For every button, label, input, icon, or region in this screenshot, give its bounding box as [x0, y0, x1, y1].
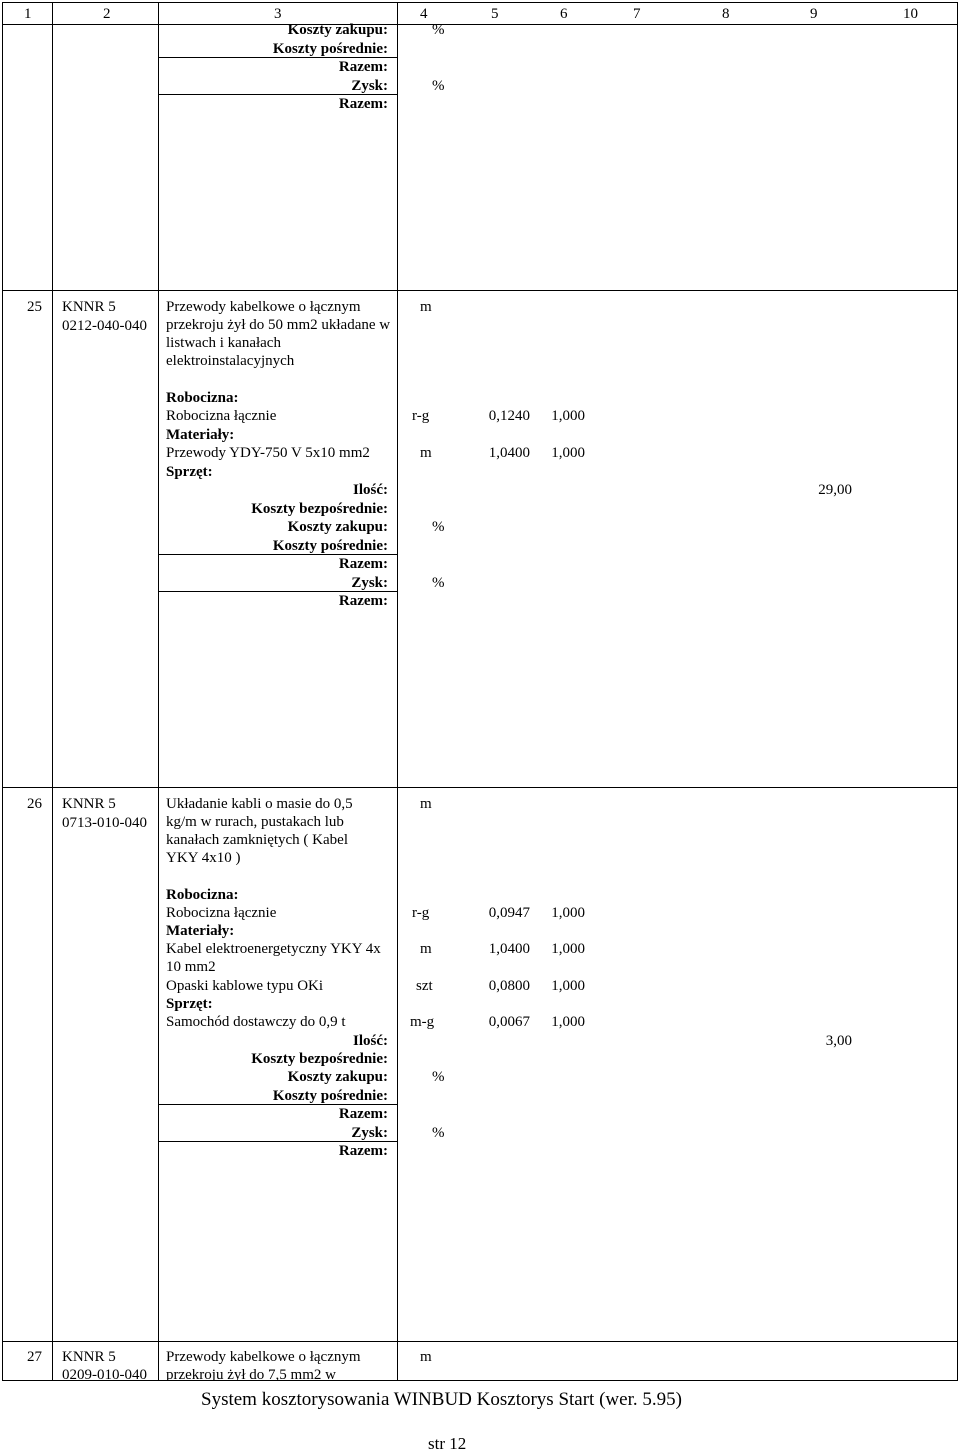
robocizna-header: Robocizna: — [166, 887, 239, 903]
resource-coefficient: 1,000 — [551, 408, 585, 424]
header-col-10: 10 — [903, 6, 918, 22]
razem-label: Razem: — [338, 593, 388, 609]
materialy-header: Materiały: — [166, 427, 235, 443]
resource-coefficient: 1,000 — [551, 1014, 585, 1030]
koszty-posrednie-label: Koszty pośrednie: — [272, 1088, 388, 1104]
resource-name: Przewody YDY-750 V 5x10 mm2 — [166, 445, 370, 461]
item-lp: 27 — [27, 1349, 42, 1365]
item-unit: m — [420, 299, 432, 315]
table-frame — [2, 2, 958, 1381]
header-col-5: 5 — [491, 6, 499, 22]
robocizna-header: Robocizna: — [166, 390, 239, 406]
koszty-zakupu-label: Koszty zakupu: — [287, 22, 388, 38]
header-col-6: 6 — [560, 6, 568, 22]
item-code-catalog: KNNR 5 — [62, 1349, 116, 1365]
resource-name: Kabel elektroenergetyczny YKY 4x 10 mm2 — [166, 941, 381, 975]
row-divider — [2, 290, 958, 291]
item-code-number: 0713-010-040 — [62, 815, 147, 831]
ilosc-value: 3,00 — [825, 1033, 852, 1049]
ilosc-label: Ilość: — [353, 482, 388, 498]
zysk-label: Zysk: — [351, 78, 388, 94]
header-col-3: 3 — [274, 6, 282, 22]
header-col-1: 1 — [24, 6, 32, 22]
koszty-posrednie-label: Koszty pośrednie: — [272, 538, 388, 554]
header-col-9: 9 — [810, 6, 818, 22]
sprzet-header: Sprzęt: — [166, 464, 213, 480]
item-description: Układanie kabli o masie do 0,5 kg/m w rurach, pustakach lub kanałach zamkniętych ( Kabel YKY 4x10 ) — [166, 796, 353, 866]
resource-name: Samochód dostawczy do 0,9 t — [166, 1014, 346, 1030]
resource-name: Robocizna łącznie — [166, 408, 277, 424]
razem-label: Razem: — [338, 96, 388, 112]
resource-coefficient: 1,000 — [551, 905, 585, 921]
resource-coefficient: 1,000 — [551, 941, 585, 957]
row-divider — [2, 787, 958, 788]
resource-norm: 0,0800 — [488, 978, 530, 994]
page-number: str 12 — [428, 1434, 467, 1453]
footer-system-name: System kosztorysowania WINBUD Kosztorys Start (wer. 5.95) — [201, 1389, 682, 1410]
resource-norm: 0,1240 — [488, 408, 530, 424]
header-col-2: 2 — [103, 6, 111, 22]
item-lp: 26 — [27, 796, 42, 812]
column-divider — [158, 2, 159, 1381]
ilosc-label: Ilość: — [353, 1033, 388, 1049]
header-col-8: 8 — [722, 6, 730, 22]
razem-label: Razem: — [338, 59, 388, 75]
resource-norm: 0,0947 — [488, 905, 530, 921]
materialy-header: Materiały: — [166, 923, 235, 939]
koszty-zakupu-label: Koszty zakupu: — [287, 1069, 388, 1085]
resource-unit: szt — [416, 978, 433, 994]
item-description: Przewody kabelkowe o łącznym przekroju żył do 50 mm2 układane w listwach i kanałach elektroinstalacyjnych — [166, 299, 391, 369]
resource-norm: 1,0400 — [488, 941, 530, 957]
item-code-number: 0212-040-040 — [62, 318, 147, 334]
percent-unit: % — [432, 1069, 445, 1085]
item-lp: 25 — [27, 299, 42, 315]
percent-unit: % — [432, 519, 445, 535]
percent-unit: % — [432, 575, 445, 591]
zysk-label: Zysk: — [351, 575, 388, 591]
resource-norm: 0,0067 — [488, 1014, 530, 1030]
header-col-4: 4 — [420, 6, 428, 22]
koszty-posrednie-label: Koszty pośrednie: — [272, 41, 388, 57]
koszty-zakupu-label: Koszty zakupu: — [287, 519, 388, 535]
item-unit: m — [420, 796, 432, 812]
percent-unit: % — [432, 22, 445, 38]
percent-unit: % — [432, 1125, 445, 1141]
resource-unit: m — [420, 445, 432, 461]
koszty-bezposrednie-label: Koszty bezpośrednie: — [251, 501, 388, 517]
resource-unit: m — [420, 941, 432, 957]
resource-name: Opaski kablowe typu OKi — [166, 978, 324, 994]
resource-unit: r-g — [412, 408, 430, 424]
ilosc-value: 29,00 — [818, 482, 852, 498]
item-code-catalog: KNNR 5 — [62, 299, 116, 315]
razem-label: Razem: — [338, 556, 388, 572]
column-divider — [397, 2, 398, 1381]
razem-label: Razem: — [338, 1106, 388, 1122]
row-divider — [2, 1341, 958, 1342]
item-code-number: 0209-010-040 — [62, 1367, 147, 1383]
resource-coefficient: 1,000 — [551, 978, 585, 994]
item-code-catalog: KNNR 5 — [62, 796, 116, 812]
resource-unit: m-g — [410, 1014, 435, 1030]
header-col-7: 7 — [633, 6, 641, 22]
resource-coefficient: 1,000 — [551, 445, 585, 461]
column-divider — [52, 2, 53, 1381]
header-divider — [2, 24, 958, 25]
sprzet-header: Sprzęt: — [166, 996, 213, 1012]
item-unit: m — [420, 1349, 432, 1365]
razem-label: Razem: — [338, 1143, 388, 1159]
resource-name: Robocizna łącznie — [166, 905, 277, 921]
item-description: Przewody kabelkowe o łącznym przekroju żył do 7,5 mm2 w — [166, 1349, 361, 1381]
zysk-label: Zysk: — [351, 1125, 388, 1141]
percent-unit: % — [432, 78, 445, 94]
resource-unit: r-g — [412, 905, 430, 921]
koszty-bezposrednie-label: Koszty bezpośrednie: — [251, 1051, 388, 1067]
resource-norm: 1,0400 — [488, 445, 530, 461]
